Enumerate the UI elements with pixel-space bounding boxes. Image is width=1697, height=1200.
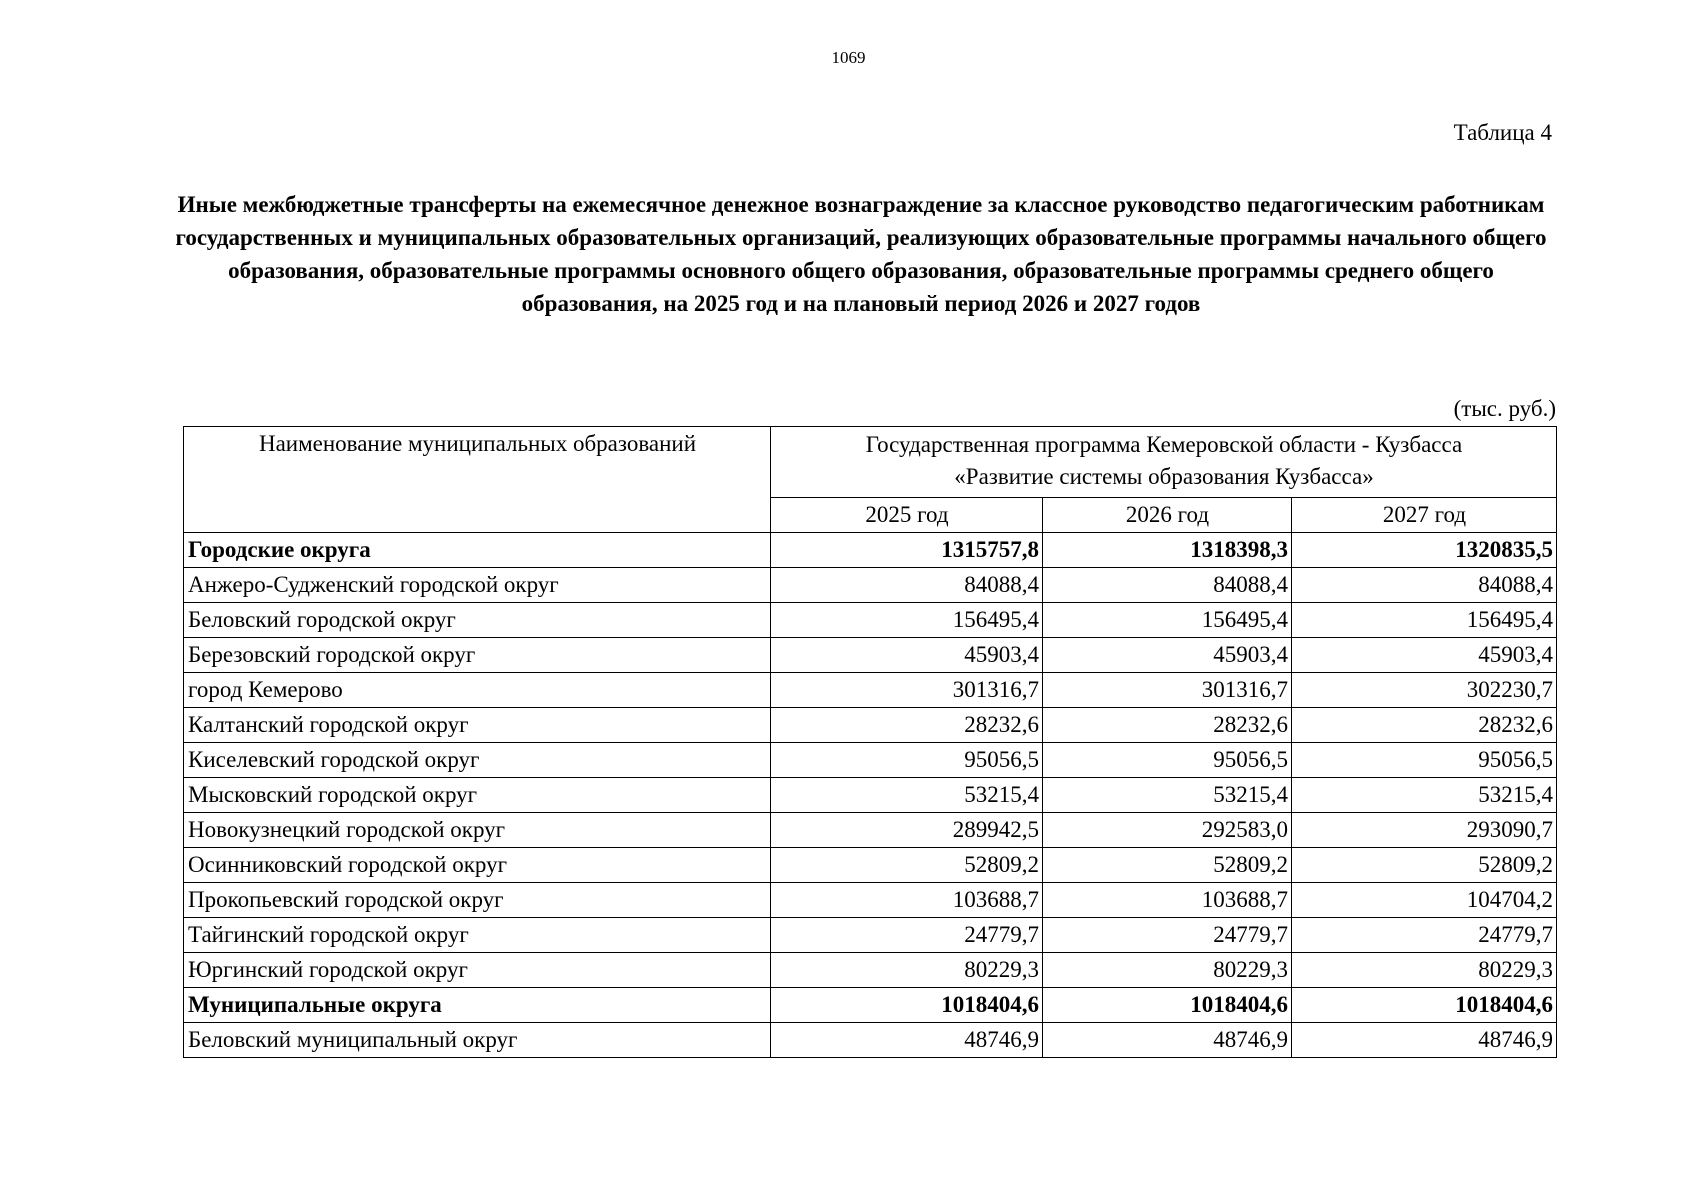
- cell-2026: 45903,4: [1043, 638, 1292, 673]
- cell-name: город Кемерово: [184, 673, 771, 708]
- cell-name: Березовский городской округ: [184, 638, 771, 673]
- cell-name: Киселевский городской округ: [184, 743, 771, 778]
- cell-2027: 156495,4: [1292, 603, 1557, 638]
- cell-2027: 24779,7: [1292, 918, 1557, 953]
- table-row: [184, 1023, 1557, 1058]
- table-row: [184, 743, 1557, 778]
- cell-2026: 48746,9: [1043, 1023, 1292, 1058]
- transfers-table: [183, 426, 1557, 1058]
- units-label: (тыс. руб.): [1453, 396, 1556, 421]
- table-group-row: [184, 988, 1557, 1023]
- header-program-line2: «Развитие системы образования Кузбасса»: [954, 464, 1374, 489]
- cell-2026: 53215,4: [1043, 778, 1292, 813]
- table-group-row: [184, 533, 1557, 568]
- cell-2025: 95056,5: [771, 743, 1043, 778]
- cell-2027: 84088,4: [1292, 568, 1557, 603]
- cell-2027: 1018404,6: [1292, 988, 1557, 1023]
- cell-2025: 45903,4: [771, 638, 1043, 673]
- header-municipality-name: Наименование муниципальных образований: [184, 427, 771, 533]
- cell-2026: 292583,0: [1043, 813, 1292, 848]
- table-row: [184, 778, 1557, 813]
- cell-name: Юргинский городской округ: [184, 953, 771, 988]
- cell-2026: 1318398,3: [1043, 533, 1292, 568]
- cell-2025: 1018404,6: [771, 988, 1043, 1023]
- cell-2025: 301316,7: [771, 673, 1043, 708]
- cell-2027: 52809,2: [1292, 848, 1557, 883]
- table-row: [184, 673, 1557, 708]
- cell-2025: 156495,4: [771, 603, 1043, 638]
- cell-2026: 84088,4: [1043, 568, 1292, 603]
- cell-2027: 80229,3: [1292, 953, 1557, 988]
- cell-name: Городские округа: [184, 533, 771, 568]
- cell-2025: 52809,2: [771, 848, 1043, 883]
- header-program: [771, 427, 1557, 498]
- table-number: Таблица 4: [1453, 120, 1552, 145]
- cell-2025: 53215,4: [771, 778, 1043, 813]
- cell-2025: 1315757,8: [771, 533, 1043, 568]
- table-row: [184, 918, 1557, 953]
- cell-2027: 1320835,5: [1292, 533, 1557, 568]
- document-title: Иные межбюджетные трансферты на ежемесячное денежное вознаграждение за классное руководство педагогическим работникам государственных и муниципальных образовательных организаций, реализующих образовательные программы начального общего образования, образовательные программы основного общего образования, образовательные программы среднего общего образования, на 2025 год и на плановый период 2026 и 2027 годов: [175, 192, 1547, 316]
- cell-2025: 28232,6: [771, 708, 1043, 743]
- cell-2027: 28232,6: [1292, 708, 1557, 743]
- cell-name: Муниципальные округа: [184, 988, 771, 1023]
- table-row: [184, 638, 1557, 673]
- table-row: [184, 568, 1557, 603]
- cell-2026: 24779,7: [1043, 918, 1292, 953]
- cell-2026: 1018404,6: [1043, 988, 1292, 1023]
- cell-2027: 53215,4: [1292, 778, 1557, 813]
- cell-2025: 103688,7: [771, 883, 1043, 918]
- cell-name: Калтанский городской округ: [184, 708, 771, 743]
- cell-name: Осинниковский городской округ: [184, 848, 771, 883]
- header-year-2025: 2025 год: [771, 498, 1043, 533]
- cell-2025: 289942,5: [771, 813, 1043, 848]
- table-row: [184, 813, 1557, 848]
- cell-2026: 156495,4: [1043, 603, 1292, 638]
- cell-name: Мысковский городской округ: [184, 778, 771, 813]
- cell-2026: 52809,2: [1043, 848, 1292, 883]
- cell-name: Беловский муниципальный округ: [184, 1023, 771, 1058]
- cell-2025: 80229,3: [771, 953, 1043, 988]
- cell-name: Тайгинский городской округ: [184, 918, 771, 953]
- cell-2025: 84088,4: [771, 568, 1043, 603]
- header-program-line1: Государственная программа Кемеровской области - Кузбасса: [865, 432, 1463, 457]
- cell-2026: 301316,7: [1043, 673, 1292, 708]
- cell-2026: 80229,3: [1043, 953, 1292, 988]
- header-year-2026: 2026 год: [1043, 498, 1292, 533]
- cell-2025: 48746,9: [771, 1023, 1043, 1058]
- header-year-2027: 2027 год: [1292, 498, 1557, 533]
- cell-name: Беловский городской округ: [184, 603, 771, 638]
- table-row: [184, 603, 1557, 638]
- table-row: [184, 708, 1557, 743]
- cell-2027: 293090,7: [1292, 813, 1557, 848]
- cell-2026: 103688,7: [1043, 883, 1292, 918]
- cell-2027: 302230,7: [1292, 673, 1557, 708]
- page-number: 1069: [831, 48, 866, 67]
- table-row: [184, 848, 1557, 883]
- cell-name: Анжеро-Судженский городской округ: [184, 568, 771, 603]
- cell-2026: 95056,5: [1043, 743, 1292, 778]
- cell-2027: 45903,4: [1292, 638, 1557, 673]
- cell-2027: 104704,2: [1292, 883, 1557, 918]
- table-body: [184, 533, 1557, 1058]
- table-row: [184, 883, 1557, 918]
- cell-name: Прокопьевский городской округ: [184, 883, 771, 918]
- cell-2026: 28232,6: [1043, 708, 1292, 743]
- table-row: [184, 953, 1557, 988]
- cell-name: Новокузнецкий городской округ: [184, 813, 771, 848]
- cell-2027: 95056,5: [1292, 743, 1557, 778]
- cell-2025: 24779,7: [771, 918, 1043, 953]
- cell-2027: 48746,9: [1292, 1023, 1557, 1058]
